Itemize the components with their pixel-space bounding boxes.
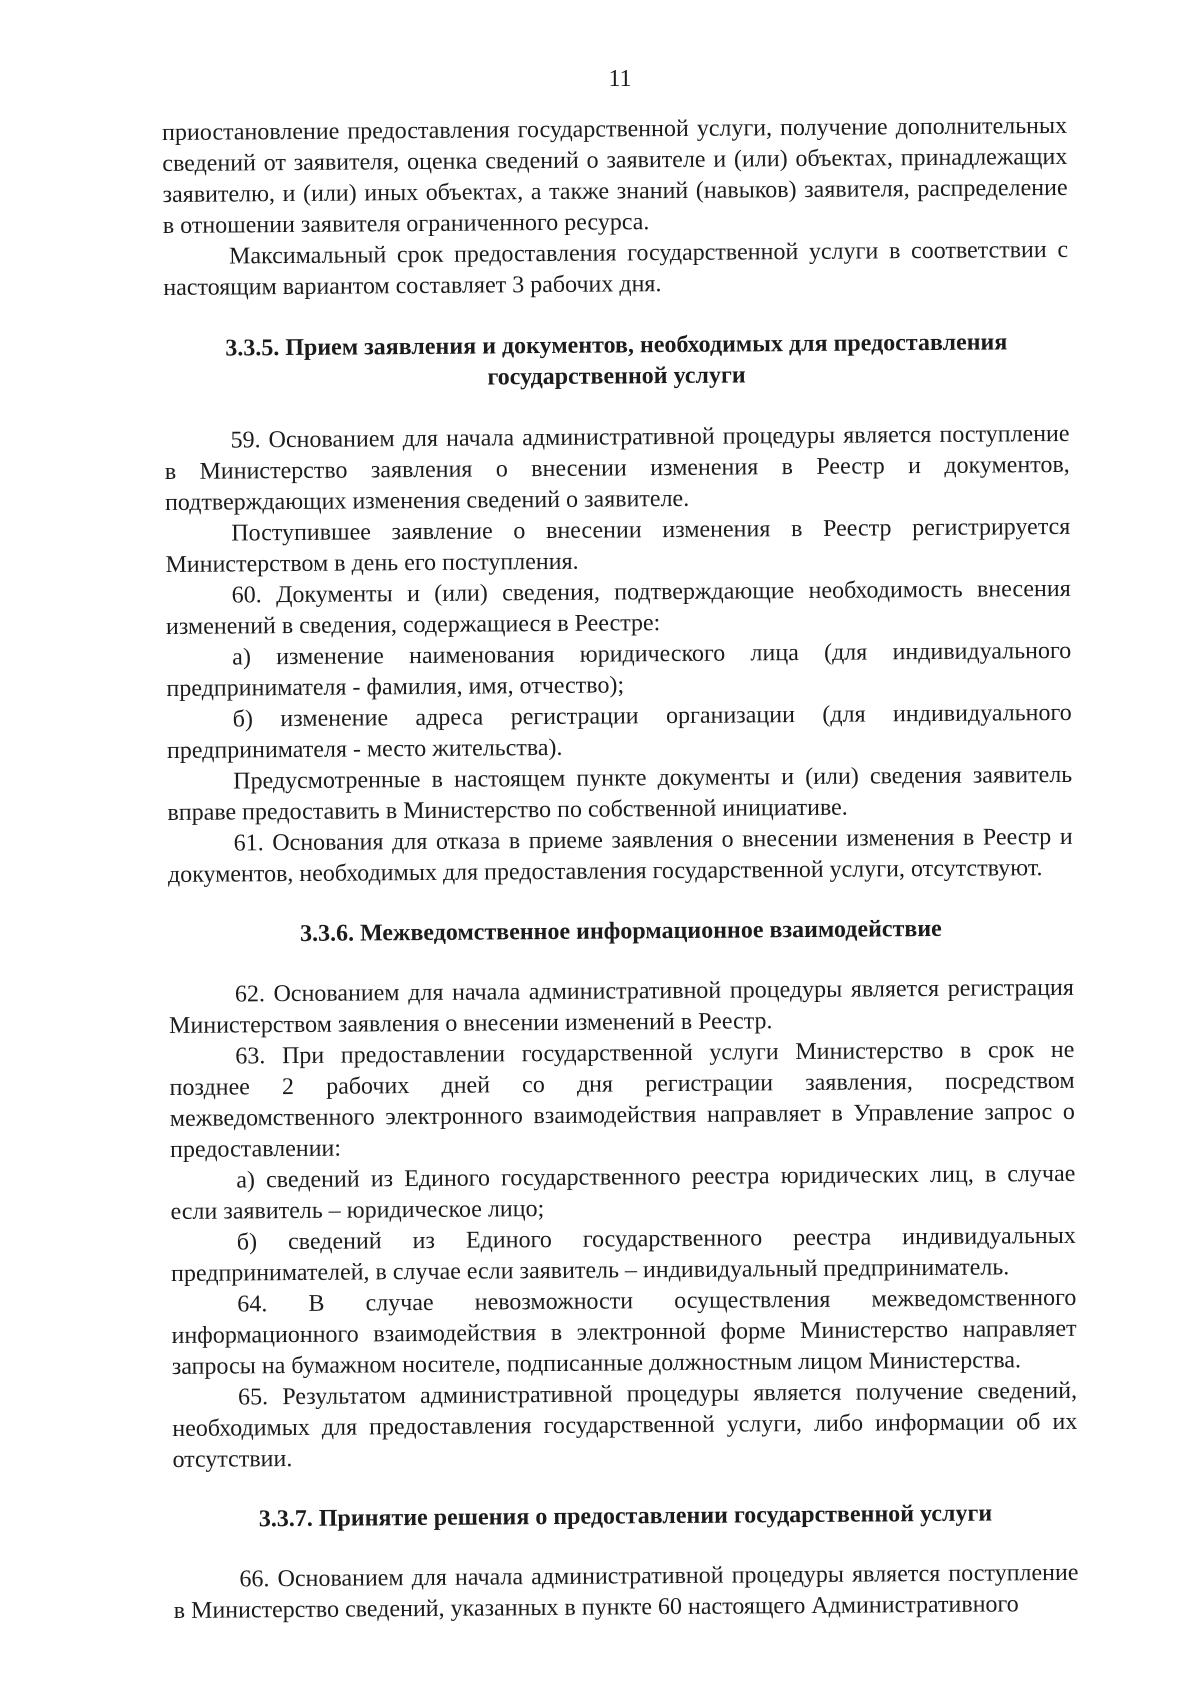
paragraph-65: 65. Результатом административной процедуры является получение сведений, необходимых для предоставления государственной услуги, либо информации об их отсутствии. (172, 1377, 1078, 1473)
paragraph-64: 64. В случае невозможности осуществления межведомственного информационного взаимодействия в электронной форме Министерство направляет запросы на бумажном носителе, подписанные должностным лицом Министерства. (171, 1284, 1077, 1380)
paragraph-60-b: б) изменение адреса регистрации организации (для индивидуального предпринимателя - место жительства). (166, 699, 1072, 764)
paragraph-63-b: б) сведений из Единого государственного реестра индивидуальных предпринимателей, в случае если заявитель – индивидуальный предприниматель. (170, 1222, 1076, 1287)
paragraph-63-a: а) сведений из Единого государственного реестра юридических лиц, в случае если заявитель – юридическое лицо; (170, 1160, 1076, 1225)
paragraph-61: 61. Основания для отказа в приеме заявления о внесении изменения в Реестр и документов, необходимых для предоставления государственной услуги, отсутствуют. (167, 823, 1073, 888)
page-number: 11 (608, 66, 632, 92)
paragraph-60-a: а) изменение наименования юридического лица (для индивидуального предпринимателя - фамилия, имя, отчество); (166, 637, 1072, 702)
paragraph-63: 63. При предоставлении государственной услуги Министерство в срок не позднее 2 рабочих дней со дня регистрации заявления, посредством межведомственного электронного взаимодействия направляет в Управление запрос о предоставлении: (169, 1036, 1075, 1163)
section-heading-3-3-7: 3.3.7. Принятие решения о предоставлении государственной услуги (258, 1500, 993, 1533)
paragraph-suspension-continuation: приостановление предоставления государственной услуги, получение дополнительных сведений от заявителя, оценка сведений о заявителе и (или) объектах, принадлежащих заявителю, и (или) иных объектах, а также знаний (навыков) заявителя, распределение в отношении заявителя ограниченного ресурса. (162, 112, 1068, 239)
section-heading-3-3-6: 3.3.6. Межведомственное информационное взаимодействие (299, 915, 942, 947)
paragraph-59: 59. Основанием для начала административной процедуры является поступление в Министерство заявления о внесении изменения в Реестр и документов, подтверждающих изменения сведений о заявителе. (164, 420, 1070, 516)
document-body (162, 111, 1079, 1627)
paragraph-62: 62. Основанием для начала административной процедуры является регистрация Министерством заявления о внесении изменений в Реестр. (169, 974, 1074, 1039)
paragraph-59-registration: Поступившее заявление о внесении изменения в Реестр регистрируется Министерством в день его поступления. (165, 513, 1071, 578)
paragraph-max-term: Максимальный срок предоставления государственной услуги в соответствии с настоящим вариантом составляет 3 рабочих дня. (163, 236, 1069, 301)
paragraph-60: 60. Документы и (или) сведения, подтверждающие необходимость внесения изменений в сведения, содержащиеся в Реестре: (165, 575, 1071, 640)
paragraph-66: 66. Основанием для начала административной процедуры является поступление в Министерство сведений, указанных в пункте 60 настоящего Административного (173, 1559, 1079, 1624)
section-heading-3-3-5: 3.3.5. Прием заявления и документов, необходимых для предоставления государственной услуги (225, 329, 1008, 391)
paragraph-60-initiative: Предусмотренные в настоящем пункте документы и (или) сведения заявитель вправе предоставить в Министерство по собственной инициативе. (167, 761, 1073, 826)
